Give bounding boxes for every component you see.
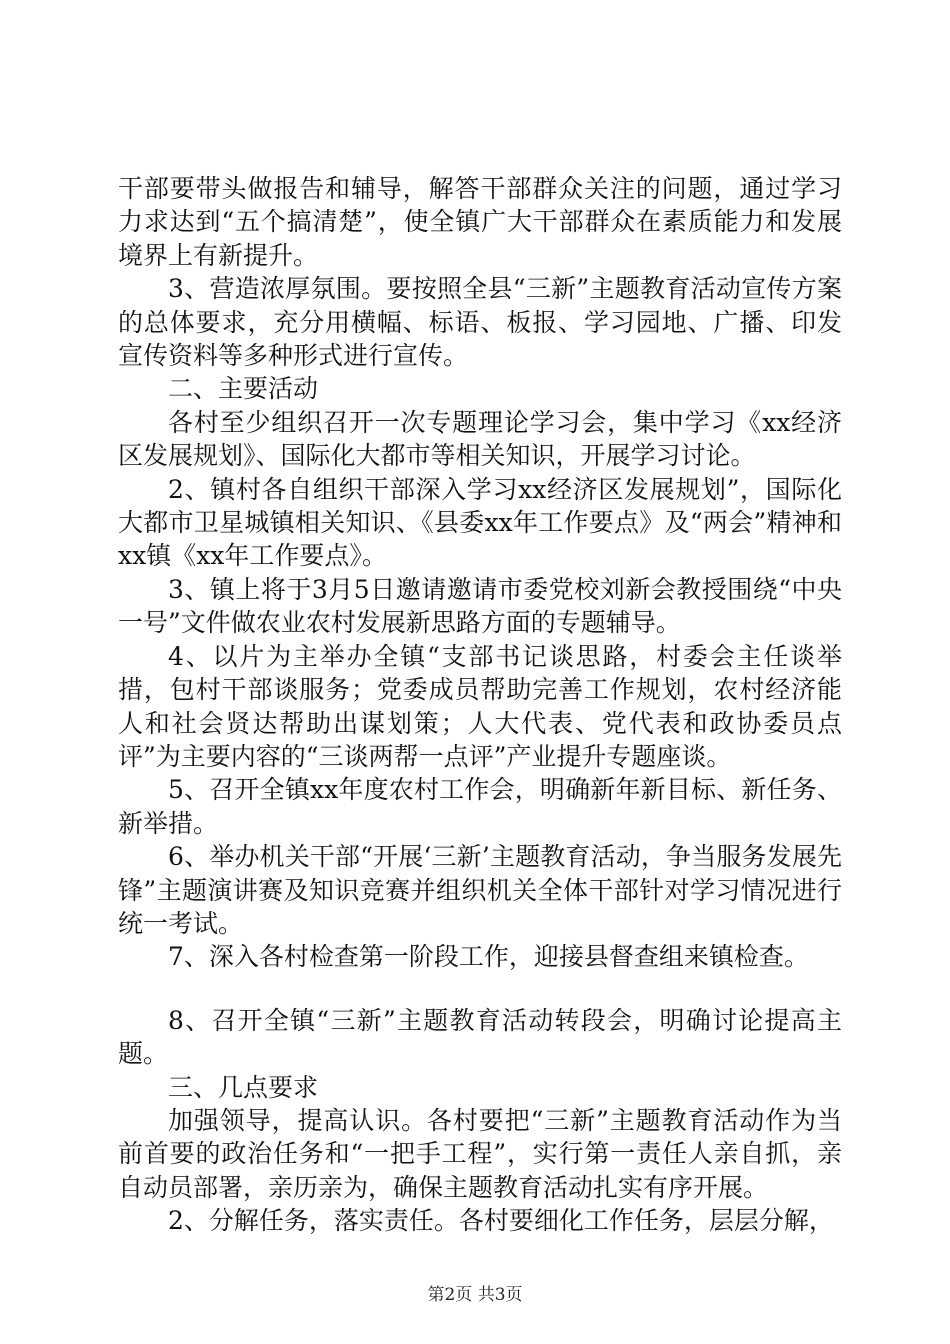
section-heading-2: 二、主要活动 [168,374,319,404]
section-heading-3: 三、几点要求 [168,1072,319,1102]
paragraph-3: 各村至少组织召开一次专题理论学习会，集中学习《xx经济区发展规划》、国际化大都市等相关知识，开展学习讨论。 [118,407,842,471]
paragraph-10: 8、召开全镇“三新”主题教育活动转段会，明确讨论提高主题。 [118,1005,842,1069]
paragraph-9: 7、深入各村检查第一阶段工作，迎接县督查组来镇检查。 [168,942,809,972]
paragraph-2: 3、营造浓厚氛围。要按照全县“三新”主题教育活动宣传方案的总体要求，充分用横幅、标语、板报、学习园地、广播、印发宣传资料等多种形式进行宣传。 [118,274,842,371]
paragraph-1: 干部要带头做报告和辅导，解答干部群众关注的问题，通过学习力求达到“五个搞清楚”，使全镇广大干部群众在素质能力和发展境界上有新提升。 [118,174,842,270]
page-number-footer: 第2页 共3页 [427,1285,523,1305]
paragraph-8: 6、举办机关干部“开展‘三新’主题教育活动，争当服务发展先锋”主题演讲赛及知识竞赛并组织机关全体干部针对学习情况进行统一考试。 [118,842,842,938]
paragraph-12: 2、分解任务，落实责任。各村要细化工作任务，层层分解， [168,1206,834,1236]
paragraph-11: 加强领导，提高认识。各村要把“三新”主题教育活动作为当前首要的政治任务和“一把手工程”，实行第一责任人亲自抓，亲自动员部署，亲历亲为，确保主题教育活动扎实有序开展。 [118,1105,842,1202]
paragraph-6: 4、以片为主举办全镇“支部书记谈思路，村委会主任谈举措，包村干部谈服务；党委成员帮助完善工作规划，农村经济能人和社会贤达帮助出谋划策；人大代表、党代表和政协委员点评”为主要内容的“三谈两帮一点评”产业提升专题座谈。 [118,641,842,771]
paragraph-7: 5、召开全镇xx年度农村工作会，明确新年新目标、新任务、新举措。 [118,775,842,838]
paragraph-4: 2、镇村各自组织干部深入学习xx经济区发展规划”，国际化大都市卫星城镇相关知识、《县委xx年工作要点》及“两会”精神和xx镇《xx年工作要点》。 [118,474,842,571]
document-body [118,172,842,1238]
paragraph-5: 3、镇上将于3月5日邀请邀请市委党校刘新会教授围绕“中央一号”文件做农业农村发展新思路方面的专题辅导。 [118,574,842,638]
